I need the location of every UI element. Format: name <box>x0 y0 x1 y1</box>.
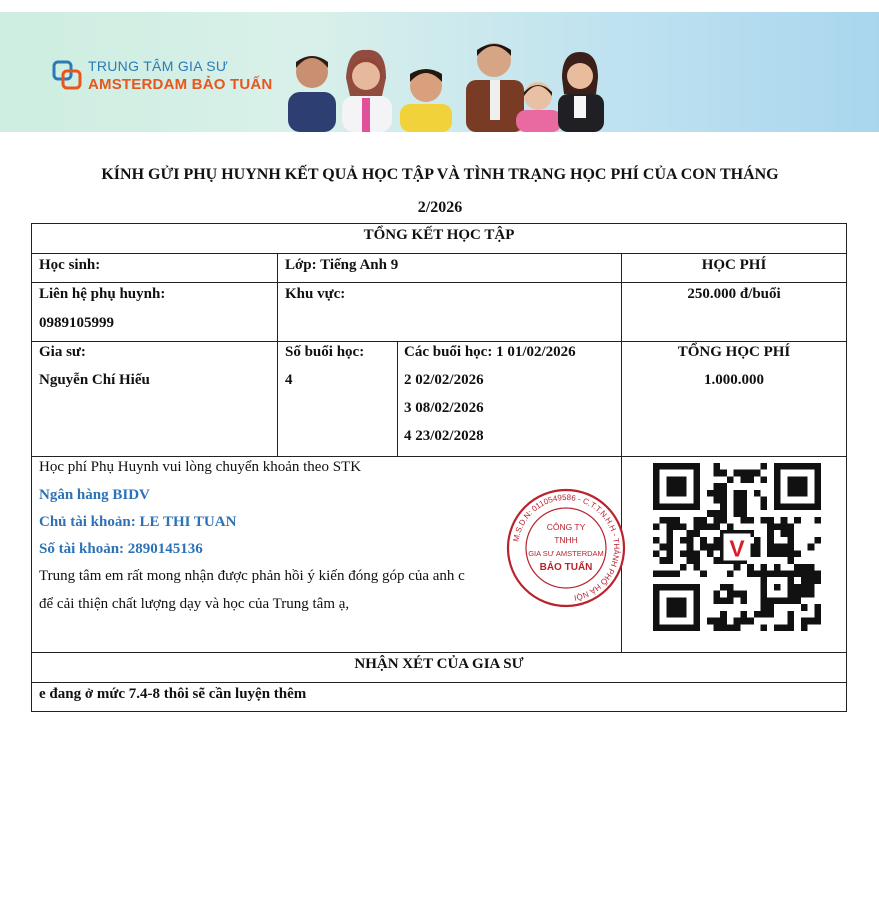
tutor-comment-title: NHẬN XÉT CỦA GIA SƯ <box>354 656 524 672</box>
sessions-list-label-text: Các buổi học: <box>404 344 493 360</box>
session-item: 3 08/02/2026 <box>404 400 484 416</box>
stamp-line3: GIA SƯ AMSTERDAM <box>528 549 604 558</box>
brand-logo-icon <box>52 60 82 90</box>
session-item: 4 23/02/2028 <box>404 428 484 444</box>
total-fee-value: 1.000.000 <box>704 372 764 388</box>
table-rule <box>32 341 846 342</box>
tutor-label: Gia sư: <box>39 344 86 360</box>
feedback-line2: để cải thiện chất lượng dạy và học của Trung tâm ạ, <box>39 596 350 612</box>
sessions-count-label: Số buổi học: <box>285 344 365 360</box>
stamp-line4: BẢO TUẤN <box>539 562 593 573</box>
stamp-line2: TNHH <box>554 535 578 545</box>
section-title: TỔNG KẾT HỌC TẬP <box>363 227 515 243</box>
class-label: Lớp: Tiếng Anh 9 <box>285 257 399 273</box>
account-number: Số tài khoản: 2890145136 <box>39 541 203 557</box>
table-rule <box>32 682 846 683</box>
total-fee-label: TỔNG HỌC PHÍ <box>677 344 791 360</box>
table-rule <box>32 253 846 254</box>
fee-header: HỌC PHÍ <box>701 257 767 273</box>
report-heading-line2: 2/2026 <box>417 199 463 216</box>
student-label: Học sinh: <box>39 257 101 273</box>
session-item: 1 01/02/2026 <box>496 344 576 360</box>
fee-per-session: 250.000 đ/buổi <box>687 286 781 302</box>
account-holder: Chủ tài khoản: LE THI TUAN <box>39 514 237 530</box>
qr-center-mark: V <box>729 535 745 562</box>
company-stamp <box>506 488 626 608</box>
area-label: Khu vực: <box>285 286 346 302</box>
report-table <box>31 223 847 712</box>
table-rule <box>32 652 846 653</box>
report-heading <box>60 158 820 224</box>
stamp-ring-text: M.S.D.N: 0110549586 - C.T.T.N.H.H - THÀNH PHỐ HÀ NỘI <box>511 492 622 603</box>
feedback-line1: Trung tâm em rất mong nhận được phản hồi ý kiến đóng góp của anh c <box>39 568 465 584</box>
table-rule <box>397 341 398 456</box>
table-rule <box>32 282 846 283</box>
table-rule <box>277 253 278 456</box>
banner-people-illustration <box>270 12 610 132</box>
brand-name-line2: AMSTERDAM BẢO TUẤN <box>88 76 273 93</box>
parent-phone: 0989105999 <box>39 315 114 331</box>
tutor-comment-text: e đang ở mức 7.4-8 thôi sẽ cần luyện thêm <box>39 686 307 702</box>
stamp-line1: CÔNG TY <box>546 522 586 532</box>
brand-name-line1: TRUNG TÂM GIA SƯ <box>88 58 229 74</box>
qr-code-icon <box>653 462 821 632</box>
sessions-list-label <box>404 344 576 361</box>
report-heading-line1: KÍNH GỬI PHỤ HUYNH KẾT QUẢ HỌC TẬP VÀ TÌNH TRẠNG HỌC PHÍ CỦA CON THÁNG <box>101 166 779 183</box>
payment-instruction: Học phí Phụ Huynh vui lòng chuyển khoản theo STK <box>39 459 362 475</box>
sessions-count: 4 <box>285 372 293 388</box>
tutor-name: Nguyễn Chí Hiếu <box>39 372 150 388</box>
table-rule <box>32 456 846 457</box>
header-banner <box>0 12 879 132</box>
bank-name: Ngân hàng BIDV <box>39 487 150 503</box>
session-item: 2 02/02/2026 <box>404 372 484 388</box>
parent-contact-label: Liên hệ phụ huynh: <box>39 286 166 302</box>
